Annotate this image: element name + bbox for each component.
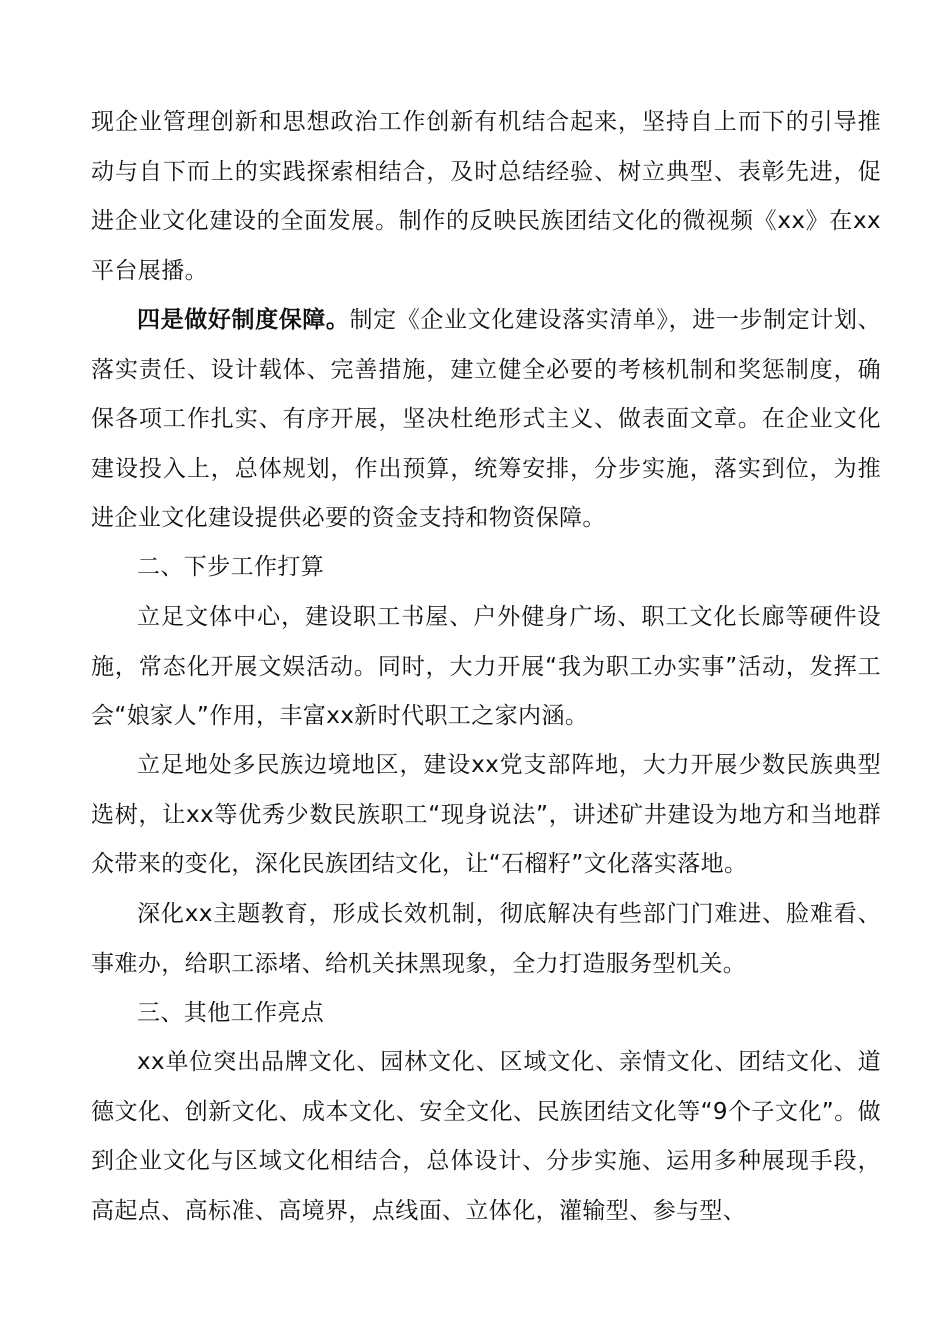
section-heading-3: 三、其他工作亮点 [137,1000,325,1026]
paragraph-1-text: 现企业管理创新和思想政治工作创新有机结合起来，坚持自上而下的引导推动与自下而上的实践探索相结合，及时总结经验、树立典型、表彰先进，促进企业文化建设的全面发展。制作的反映民族团结文化的微视频《xx》在xx平台展播。 [91,109,881,284]
paragraph-5-text: 深化xx主题教育，形成长效机制，彻底解决有些部门门难进、脸难看、事难办，给职工添堵、给机关抹黑现象，全力打造服务型机关。 [91,901,881,977]
paragraph-3 [91,593,881,742]
paragraph-1 [91,98,881,296]
paragraph-4-text: 立足地处多民族边境地区，建设xx党支部阵地，大力开展少数民族典型选树，让xx等优秀少数民族职工“现身说法”，讲述矿井建设为地方和当地群众带来的变化，深化民族团结文化，让“石榴籽”文化落实落地。 [91,752,881,877]
paragraph-6-text: xx单位突出品牌文化、园林文化、区域文化、亲情文化、团结文化、道德文化、创新文化、成本文化、安全文化、民族团结文化等“9个子文化”。做到企业文化与区域文化相结合，总体设计、分步实施、运用多种展现手段，高起点、高标准、高境界，点线面、立体化，灌输型、参与型、 [91,1049,881,1224]
paragraph-6 [91,1038,881,1236]
paragraph-2-lead: 四是做好制度保障。 [137,307,350,333]
paragraph-2-text: 制定《企业文化建设落实清单》，进一步制定计划、落实责任、设计载体、完善措施，建立健全必要的考核机制和奖惩制度，确保各项工作扎实、有序开展，坚决杜绝形式主义、做表面文章。在企业文化建设投入上，总体规划，作出预算，统筹安排，分步实施，落实到位，为推进企业文化建设提供必要的资金支持和物资保障。 [91,307,881,531]
paragraph-4 [91,741,881,890]
paragraph-3-text: 立足文体中心，建设职工书屋、户外健身广场、职工文化长廊等硬件设施，常态化开展文娱活动。同时，大力开展“我为职工办实事”活动，发挥工会“娘家人”作用，丰富xx新时代职工之家内涵。 [91,604,881,729]
paragraph-5 [91,890,881,989]
paragraph-2 [91,296,881,544]
section-heading-2: 二、下步工作打算 [137,554,325,580]
